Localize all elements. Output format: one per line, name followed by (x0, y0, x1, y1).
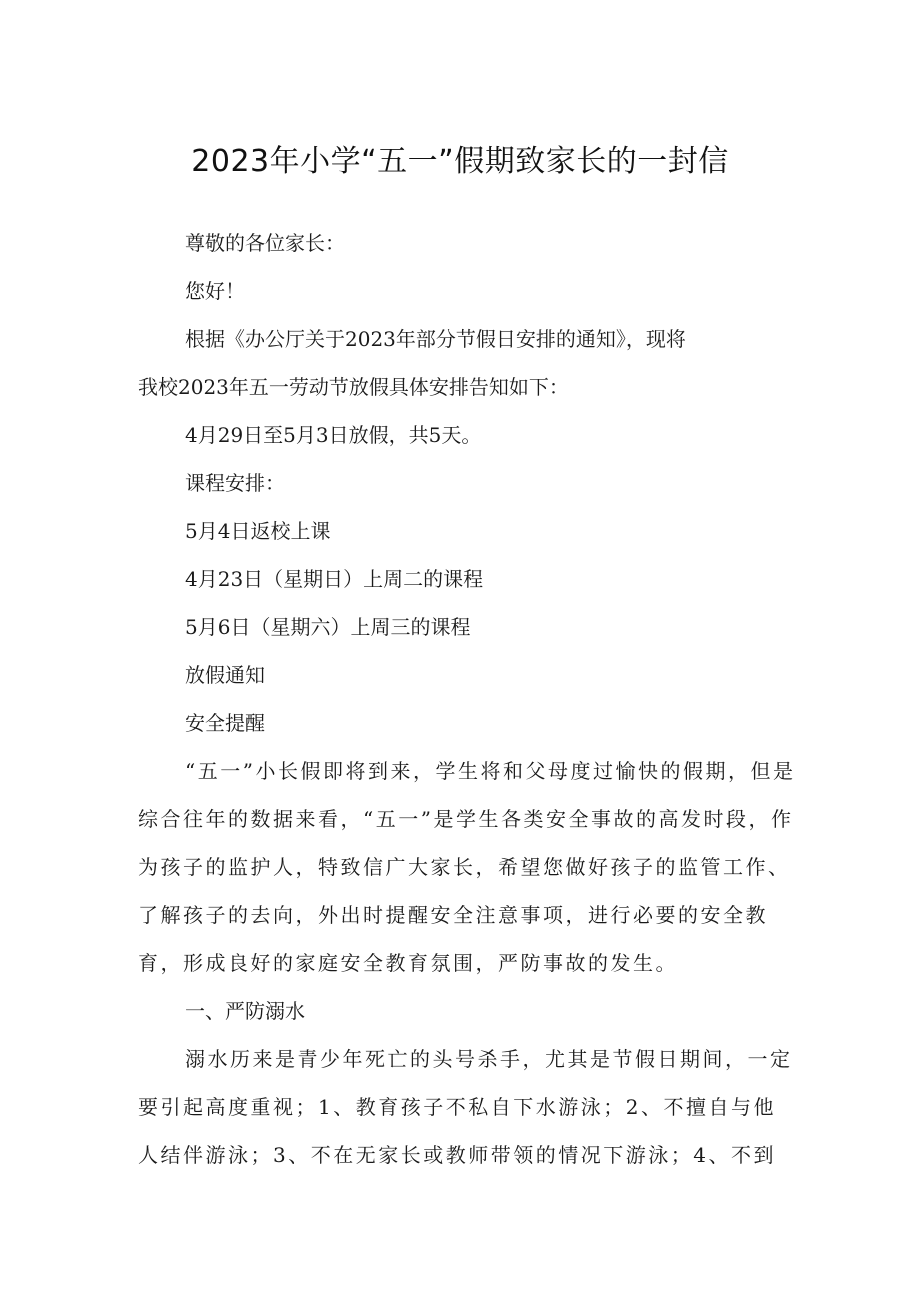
salutation: 您好！ (185, 279, 245, 303)
safety-heading: 安全提醒 (185, 711, 265, 735)
holiday-period: 4月29日至5月3日放假，共5天。 (185, 423, 482, 447)
document-title: 2023年小学“五一”假期致家长的一封信 (191, 144, 729, 179)
intro-line-1: 根据《办公厅关于2023年部分节假日安排的通知》，现将 (185, 327, 686, 351)
schedule-item: 4月23日（星期日）上周二的课程 (185, 567, 484, 591)
safety-paragraph: “五一”小长假即将到来，学生将和父母度过愉快的假期，但是综合往年的数据来看，“五一”是学生各类安全事故的高发时段，作为孩子的监护人，特致信广大家长，希望您做好孩子的监管工作、了解孩子的去向，外出时提醒安全注意事项，进行必要的安全教育，形成良好的家庭安全教育氛围，严防事故的发生。 (138, 759, 796, 975)
schedule-item: 5月6日（星期六）上周三的课程 (185, 615, 471, 639)
intro-line-2: 我校2023年五一劳动节放假具体安排告知如下： (138, 375, 569, 399)
document-body (138, 219, 798, 1179)
section-1-heading: 一、严防溺水 (185, 999, 305, 1023)
greeting: 尊敬的各位家长： (185, 231, 345, 255)
schedule-heading: 课程安排： (185, 471, 285, 495)
notice-heading: 放假通知 (185, 663, 265, 687)
schedule-item: 5月4日返校上课 (185, 519, 331, 543)
section-1-paragraph: 溺水历来是青少年死亡的头号杀手，尤其是节假日期间，一定要引起高度重视；1、教育孩子不私自下水游泳；2、不擅自与他人结伴游泳；3、不在无家长或教师带领的情况下游泳；4、不到 (138, 1047, 793, 1167)
